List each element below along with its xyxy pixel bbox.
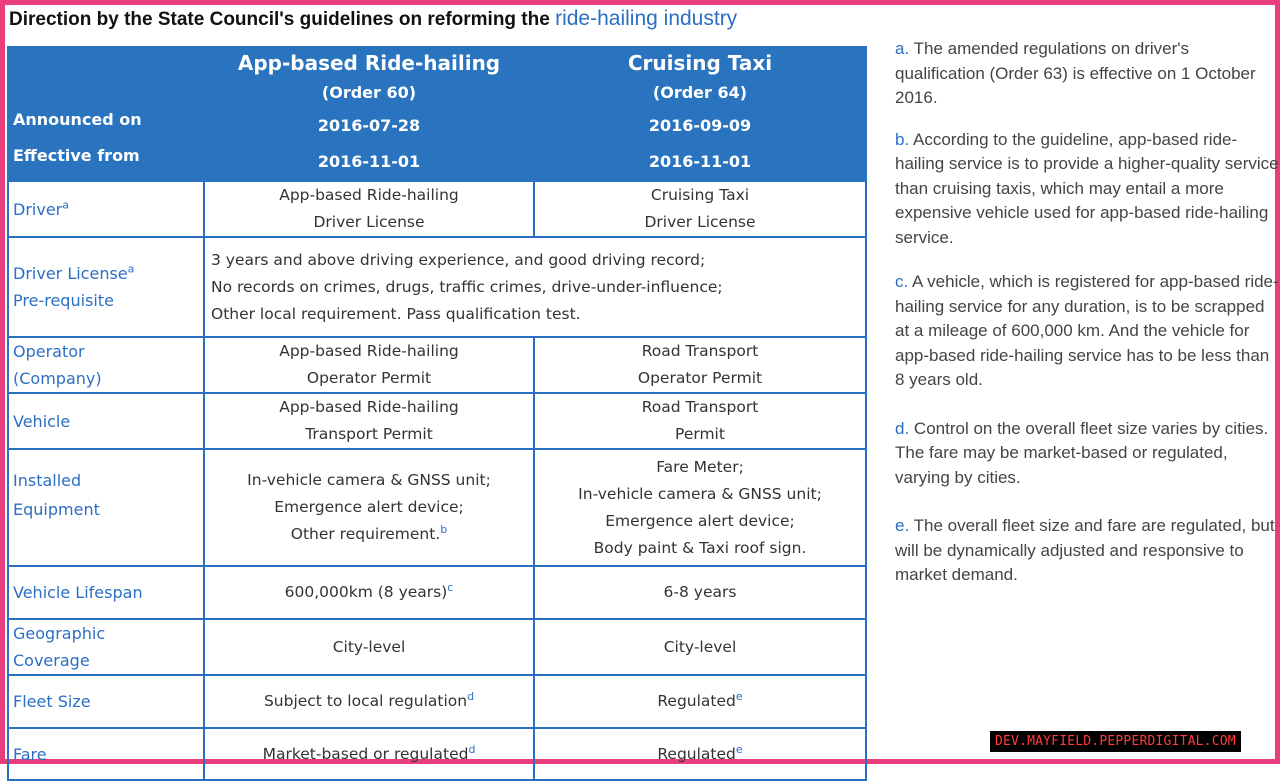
cell-equipment-ridehailing: In-vehicle camera & GNSS unit; Emergence alert device; Other requirement.$^b$ — [204, 449, 534, 566]
col1-name: App-based Ride-hailing — [237, 51, 501, 75]
title-prefix: Direction by the State Council's guidelines on reforming the — [9, 9, 550, 30]
table-row — [8, 237, 866, 337]
col1-order: (Order 60) — [321, 83, 417, 102]
header-col-taxi — [534, 47, 866, 181]
footnotes — [895, 37, 1280, 588]
row-label-fare: Fare — [8, 728, 204, 780]
cell-coverage-taxi: City-level — [534, 619, 866, 675]
cell-operator-ridehailing: App-based Ride-hailing Operator Permit — [204, 337, 534, 393]
col2-order: (Order 64) — [652, 83, 748, 102]
table-row — [8, 449, 866, 566]
col2-effective: 2016-11-01 — [648, 152, 752, 171]
table-row — [8, 337, 866, 393]
cell-operator-taxi: Road Transport Operator Permit — [534, 337, 866, 393]
table-row — [8, 619, 866, 675]
cell-driver-ridehailing: App-based Ride-hailing Driver License — [204, 181, 534, 237]
cell-equipment-taxi: Fare Meter; In-vehicle camera & GNSS unit; Emergence alert device; Body paint & Taxi roof sign. — [534, 449, 866, 566]
cell-vehicle-taxi: Road Transport Permit — [534, 393, 866, 449]
col2-name: Cruising Taxi — [627, 51, 773, 75]
watermark-label: DEV.MAYFIELD.PEPPERDIGITAL.COM — [990, 731, 1241, 752]
row-label-lifespan: Vehicle Lifespan — [8, 566, 204, 619]
row-label-coverage: Geographic Coverage — [8, 619, 204, 675]
col1-announced: 2016-07-28 — [317, 116, 421, 135]
row-label-license: Driver License$^a$ Pre-requisite — [8, 237, 204, 337]
row-label-fleet: Fleet Size — [8, 675, 204, 728]
row-label-vehicle: Vehicle — [8, 393, 204, 449]
footnote-c: c. A vehicle, which is registered for app-based ride-hailing service for any duration, is to be scrapped at a mileage of 600,000 km. And the vehicle for app-based ride-hailing service has to be less than 8 years old. — [895, 272, 1279, 389]
col2-announced: 2016-09-09 — [648, 116, 752, 135]
header-labels — [8, 47, 204, 181]
cell-fleet-ridehailing: Subject to local regulation$^d$ — [204, 675, 534, 728]
row-label-driver: Driver$^a$ — [8, 181, 204, 237]
table-row — [8, 181, 866, 237]
cell-driver-taxi: Cruising Taxi Driver License — [534, 181, 866, 237]
effective-label: Effective from — [13, 146, 140, 165]
page-title — [9, 5, 737, 33]
announced-label: Announced on — [13, 110, 142, 129]
col1-effective: 2016-11-01 — [317, 152, 421, 171]
table-row — [8, 393, 866, 449]
table-row — [8, 728, 866, 780]
cell-vehicle-ridehailing: App-based Ride-hailing Transport Permit — [204, 393, 534, 449]
cell-license-prerequisite: 3 years and above driving experience, and good driving record; No records on crimes, drugs, traffic crimes, drive-under-influence; Other local requirement. Pass qualification test. — [204, 237, 866, 337]
cell-fare-taxi: Regulated$^e$ — [534, 728, 866, 780]
row-label-operator: Operator (Company) — [8, 337, 204, 393]
header-col-ride-hailing — [204, 47, 534, 181]
cell-coverage-ridehailing: City-level — [204, 619, 534, 675]
comparison-table — [7, 46, 865, 781]
cell-lifespan-ridehailing: 600,000km (8 years)$^c$ — [204, 566, 534, 619]
table-row — [8, 675, 866, 728]
cell-lifespan-taxi: 6-8 years — [534, 566, 866, 619]
cell-fleet-taxi: Regulated$^e$ — [534, 675, 866, 728]
title-highlight: ride-hailing industry — [555, 7, 738, 30]
footnote-e: e. The overall fleet size and fare are regulated, but will be dynamically adjusted and responsive to market demand. — [895, 516, 1275, 584]
table-header-row — [8, 47, 866, 181]
cell-fare-ridehailing: Market-based or regulated$^d$ — [204, 728, 534, 780]
footnote-a: a. The amended regulations on driver's qualification (Order 63) is effective on 1 October 2016. — [895, 39, 1256, 107]
footnote-b: b. According to the guideline, app-based ride-hailing service is to provide a higher-quality service than cruising taxis, which may entail a more expensive vehicle used for app-based ride-hailing service. — [895, 129, 1279, 247]
row-label-equipment: Installed Equipment — [8, 449, 204, 566]
footnote-d: d. Control on the overall fleet size varies by cities. The fare may be market-based or regulated, varying by cities. — [895, 418, 1269, 487]
table-row — [8, 566, 866, 619]
